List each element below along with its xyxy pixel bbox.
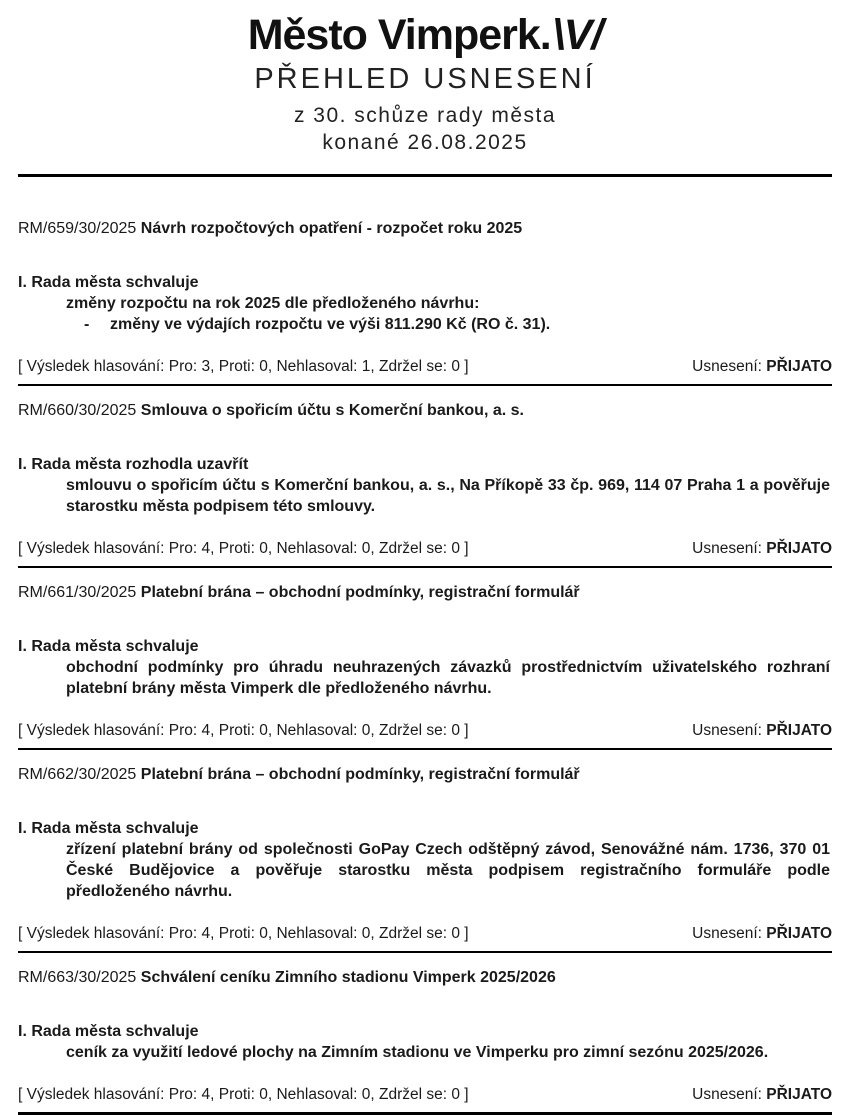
resolution-outcome	[692, 1084, 832, 1105]
outcome-label: Usnesení:	[692, 540, 762, 558]
vote-result-line: [ Výsledek hlasování: Pro: 4, Proti: 0, Nehlasoval: 0, Zdržel se: 0 ]	[18, 925, 469, 943]
header-divider	[18, 174, 832, 177]
vote-result-line: [ Výsledek hlasování: Pro: 4, Proti: 0, Nehlasoval: 0, Zdržel se: 0 ]	[18, 722, 469, 740]
resolution-title: Smlouva o spořicím účtu s Komerční bankou, a. s.	[140, 402, 524, 420]
bullet-marker: -	[84, 316, 90, 334]
vote-row	[18, 720, 832, 741]
resolution-body: ceník za využití ledové plochy na Zimním stadionu ve Vimperku pro zimní sezónu 2025/2026.	[66, 1044, 769, 1062]
resolution-id: RM/663/30/2025	[18, 969, 137, 987]
outcome-value: PŘIJATO	[766, 925, 832, 943]
outcome-value: PŘIJATO	[766, 1086, 832, 1104]
meeting-line: z 30. schůze rady města	[293, 104, 557, 128]
vote-result-line: [ Výsledek hlasování: Pro: 4, Proti: 0, Nehlasoval: 0, Zdržel se: 0 ]	[18, 1086, 469, 1104]
resolution-title: Návrh rozpočtových opatření - rozpočet roku 2025	[140, 220, 523, 238]
resolution-clause: I. Rada města schvaluje	[18, 274, 199, 292]
resolution-section-663	[18, 967, 832, 1115]
resolution-heading	[18, 967, 832, 988]
date-line: konané 26.08.2025	[322, 131, 528, 155]
resolution-body: smlouvu o spořicím účtu s Komerční bankou, a. s., Na Příkopě 33 čp. 969, 114 07 Praha 1 a pověřuje starostku města podpisem této smlouvy.	[66, 477, 830, 516]
resolution-heading	[18, 400, 832, 421]
vote-row	[18, 1084, 832, 1105]
document-title: PŘEHLED USNESENÍ	[254, 63, 596, 96]
section-divider	[18, 951, 832, 953]
section-divider	[18, 748, 832, 750]
resolution-body: zřízení platební brány od společnosti GoPay Czech odštěpný závod, Senovážné nám. 1736, 370 01 České Budějovice a pověřuje starostku města podpisem registračního formuláře podle předloženého návrhu.	[66, 841, 830, 901]
resolution-clause: I. Rada města schvaluje	[18, 1023, 199, 1041]
outcome-value: PŘIJATO	[766, 540, 832, 558]
outcome-value: PŘIJATO	[766, 358, 832, 376]
resolution-clause: I. Rada města rozhodla uzavřít	[18, 456, 249, 474]
outcome-label: Usnesení:	[692, 722, 762, 740]
bullet-text: změny ve výdajích rozpočtu ve výši 811.290 Kč (RO č. 31).	[110, 316, 551, 334]
resolution-outcome	[692, 923, 832, 944]
resolution-title: Platební brána – obchodní podmínky, registrační formulář	[140, 584, 580, 602]
vote-row	[18, 356, 832, 377]
resolution-title: Platební brána – obchodní podmínky, registrační formulář	[140, 766, 580, 784]
vote-result-line: [ Výsledek hlasování: Pro: 4, Proti: 0, Nehlasoval: 0, Zdržel se: 0 ]	[18, 540, 469, 558]
resolution-bullet	[84, 314, 832, 335]
resolution-section-662	[18, 764, 832, 953]
vote-row	[18, 538, 832, 559]
vote-result-line: [ Výsledek hlasování: Pro: 3, Proti: 0, Nehlasoval: 1, Zdržel se: 0 ]	[18, 358, 469, 376]
resolution-clause: I. Rada města schvaluje	[18, 820, 199, 838]
resolution-id: RM/660/30/2025	[18, 402, 137, 420]
resolution-id: RM/662/30/2025	[18, 766, 137, 784]
resolution-heading	[18, 218, 832, 239]
vote-row	[18, 923, 832, 944]
resolution-section-659	[18, 218, 832, 386]
resolution-section-661	[18, 582, 832, 750]
resolution-heading	[18, 582, 832, 603]
resolution-id: RM/661/30/2025	[18, 584, 137, 602]
resolution-outcome	[692, 356, 832, 377]
resolution-heading	[18, 764, 832, 785]
resolution-id: RM/659/30/2025	[18, 220, 137, 238]
outcome-label: Usnesení:	[692, 358, 762, 376]
outcome-label: Usnesení:	[692, 1086, 762, 1104]
outcome-value: PŘIJATO	[766, 722, 832, 740]
outcome-label: Usnesení:	[692, 925, 762, 943]
document-header	[18, 12, 832, 156]
section-divider	[18, 566, 832, 568]
city-title: Město Vimperk.	[247, 11, 551, 59]
resolution-clause: I. Rada města schvaluje	[18, 638, 199, 656]
resolution-outcome	[692, 720, 832, 741]
resolution-outcome	[692, 538, 832, 559]
section-divider	[18, 384, 832, 386]
resolution-body: obchodní podmínky pro úhradu neuhrazených závazků prostřednictvím uživatelského rozhraní platební brány města Vimperk dle předloženého návrhu.	[66, 659, 830, 698]
resolution-section-660	[18, 400, 832, 568]
city-logo-mark: \V/	[552, 11, 603, 59]
city-logo	[18, 12, 832, 59]
resolution-body: změny rozpočtu na rok 2025 dle předloženého návrhu:	[66, 295, 480, 313]
resolution-title: Schválení ceníku Zimního stadionu Vimperk 2025/2026	[140, 969, 556, 987]
